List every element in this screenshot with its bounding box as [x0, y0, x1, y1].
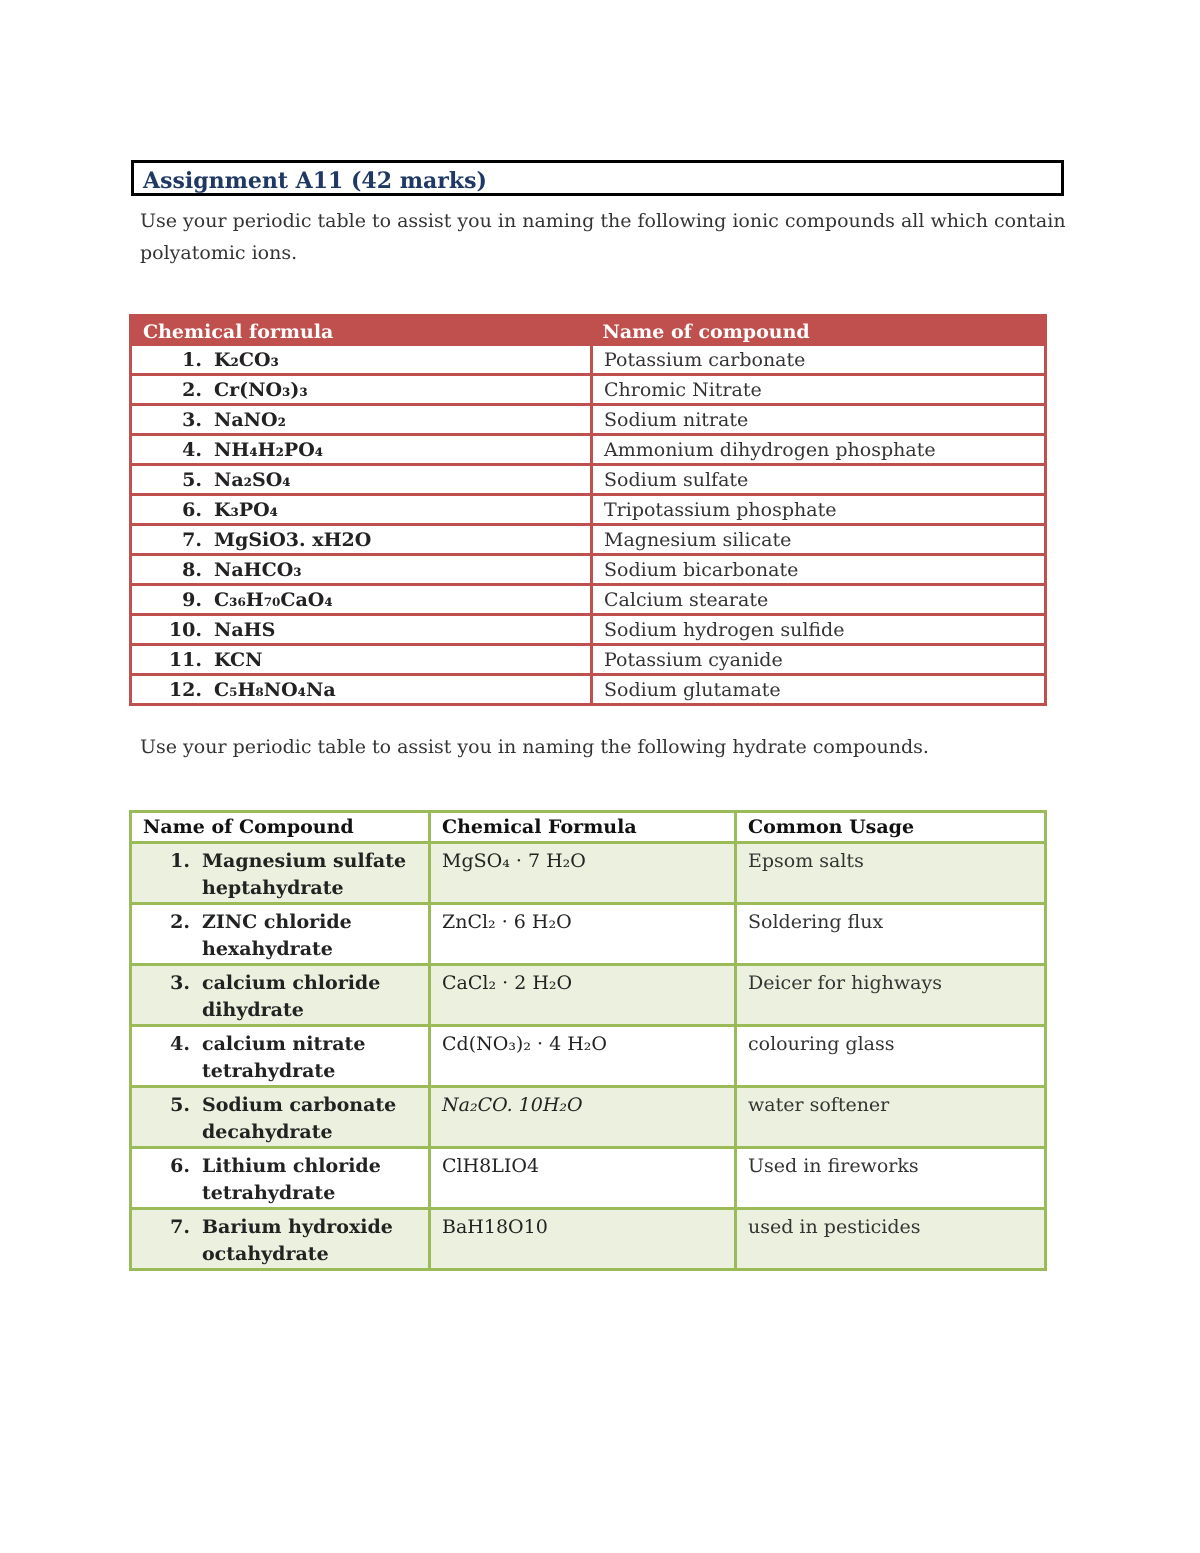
row-number: 7. [170, 1216, 190, 1238]
table-row [131, 525, 1046, 555]
header-chemical-formula: Chemical Formula [430, 812, 736, 843]
chemical-formula-cell: NaNO₂ [214, 405, 592, 435]
compound-name: Magnesium sulfate heptahydrate [202, 850, 407, 899]
chemical-formula-cell: C₅H₈NO₄Na [214, 675, 592, 705]
compound-name: Sodium carbonate decahydrate [202, 1094, 397, 1143]
row-number: 3. [170, 972, 190, 994]
row-number: 4. [131, 435, 215, 465]
ionic-instructions: Use your periodic table to assist you in naming the following ionic compounds all which contain polyatomic ions. [140, 210, 1066, 264]
table-row [131, 1026, 1046, 1087]
table-row [131, 465, 1046, 495]
table-row [131, 435, 1046, 465]
chemical-formula-cell: MgSiO3. xH2O [214, 525, 592, 555]
chemical-formula-cell: ClH8LIO4 [430, 1148, 736, 1209]
table-row [131, 1148, 1046, 1209]
hydrate-compounds-table [129, 810, 1047, 1271]
compound-name-cell [131, 1209, 430, 1270]
ionic-compounds-table [129, 314, 1047, 706]
chemical-formula-cell: C₃₆H₇₀CaO₄ [214, 585, 592, 615]
row-number: 5. [131, 465, 215, 495]
chemical-formula-cell: NH₄H₂PO₄ [214, 435, 592, 465]
row-number: 2. [131, 375, 215, 405]
compound-name: Barium hydroxide octahydrate [202, 1216, 393, 1265]
compound-name-cell [131, 904, 430, 965]
compound-name-cell: Ammonium dihydrogen phosphate [592, 435, 1046, 465]
row-number: 1. [131, 346, 215, 375]
compound-name: Lithium chloride tetrahydrate [202, 1155, 381, 1204]
row-number: 6. [170, 1155, 190, 1177]
chemical-formula-cell: K₃PO₄ [214, 495, 592, 525]
compound-name-cell [131, 965, 430, 1026]
compound-name-cell: Sodium nitrate [592, 405, 1046, 435]
row-number: 2. [170, 911, 190, 933]
table-row [131, 375, 1046, 405]
compound-name: calcium chloride dihydrate [202, 972, 381, 1021]
chemical-formula-cell: ZnCl₂ · 6 H₂O [430, 904, 736, 965]
header-common-usage: Common Usage [736, 812, 1046, 843]
chemical-formula-cell: Cr(NO₃)₃ [214, 375, 592, 405]
table-row [131, 615, 1046, 645]
chemical-formula-cell: Na₂CO. 10H₂O [430, 1087, 736, 1148]
compound-name-cell [131, 843, 430, 904]
row-number: 4. [170, 1033, 190, 1055]
compound-name-cell [131, 1148, 430, 1209]
table-row [131, 904, 1046, 965]
row-number: 5. [170, 1094, 190, 1116]
compound-name: calcium nitrate tetrahydrate [202, 1033, 366, 1082]
compound-name-cell: Calcium stearate [592, 585, 1046, 615]
common-usage-cell: Soldering flux [736, 904, 1046, 965]
chemical-formula-cell: KCN [214, 645, 592, 675]
compound-name-cell: Sodium hydrogen sulfide [592, 615, 1046, 645]
table-row [131, 645, 1046, 675]
chemical-formula-cell: Cd(NO₃)₂ · 4 H₂O [430, 1026, 736, 1087]
compound-name-cell [131, 1087, 430, 1148]
table-header-row [131, 812, 1046, 843]
table-header-row [131, 316, 1046, 347]
common-usage-cell: water softener [736, 1087, 1046, 1148]
compound-name-cell: Sodium glutamate [592, 675, 1046, 705]
table-row [131, 495, 1046, 525]
compound-name-cell: Magnesium silicate [592, 525, 1046, 555]
common-usage-cell: used in pesticides [736, 1209, 1046, 1270]
row-number: 6. [131, 495, 215, 525]
compound-name-cell: Sodium sulfate [592, 465, 1046, 495]
row-number: 3. [131, 405, 215, 435]
hydrate-instructions: Use your periodic table to assist you in naming the following hydrate compounds. [140, 736, 929, 758]
common-usage-cell: Epsom salts [736, 843, 1046, 904]
chemical-formula-cell: K₂CO₃ [214, 346, 592, 375]
chemical-formula-cell: Na₂SO₄ [214, 465, 592, 495]
compound-name-cell: Chromic Nitrate [592, 375, 1046, 405]
header-name-of-compound: Name of Compound [131, 812, 430, 843]
row-number: 7. [131, 525, 215, 555]
row-number: 8. [131, 555, 215, 585]
header-chemical-formula: Chemical formula [131, 316, 592, 347]
compound-name-cell: Potassium carbonate [592, 346, 1046, 375]
table-row [131, 1209, 1046, 1270]
common-usage-cell: colouring glass [736, 1026, 1046, 1087]
common-usage-cell: Deicer for highways [736, 965, 1046, 1026]
chemical-formula-cell: MgSO₄ · 7 H₂O [430, 843, 736, 904]
common-usage-cell: Used in fireworks [736, 1148, 1046, 1209]
row-number: 11. [131, 645, 215, 675]
row-number: 9. [131, 585, 215, 615]
chemical-formula-cell: NaHS [214, 615, 592, 645]
row-number: 10. [131, 615, 215, 645]
table-row [131, 1087, 1046, 1148]
table-row [131, 675, 1046, 705]
table-row [131, 585, 1046, 615]
chemical-formula-cell: NaHCO₃ [214, 555, 592, 585]
table-row [131, 346, 1046, 375]
compound-name-cell [131, 1026, 430, 1087]
header-name-of-compound: Name of compound [592, 316, 1046, 347]
chemical-formula-cell: CaCl₂ · 2 H₂O [430, 965, 736, 1026]
row-number: 1. [170, 850, 190, 872]
assignment-title: Assignment A11 (42 marks) [131, 160, 1064, 196]
table-row [131, 405, 1046, 435]
compound-name: ZINC chloride hexahydrate [202, 911, 352, 960]
table-row [131, 555, 1046, 585]
chemical-formula-cell: BaH18O10 [430, 1209, 736, 1270]
compound-name-cell: Sodium bicarbonate [592, 555, 1046, 585]
table-row [131, 965, 1046, 1026]
compound-name-cell: Tripotassium phosphate [592, 495, 1046, 525]
row-number: 12. [131, 675, 215, 705]
table-row [131, 843, 1046, 904]
compound-name-cell: Potassium cyanide [592, 645, 1046, 675]
